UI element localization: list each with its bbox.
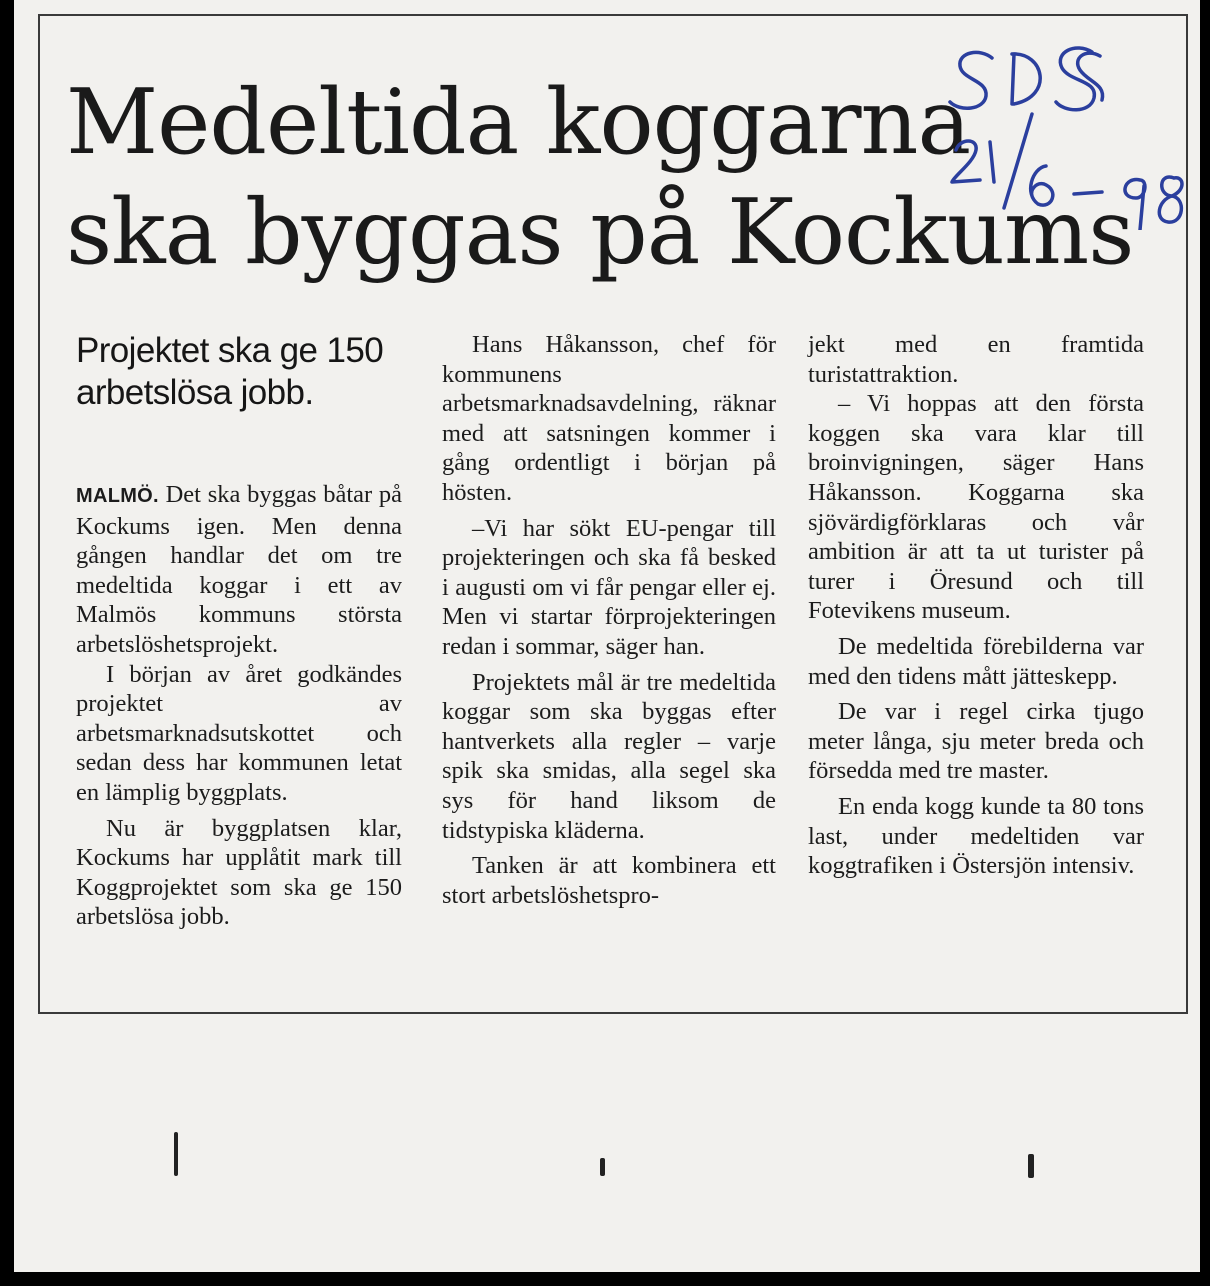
paragraph-12: En enda kogg kunde ta 80 tons last, under medeltiden var koggtrafiken i Östersjön intensiv. (808, 792, 1144, 880)
handwritten-annotation (914, 30, 1194, 230)
newspaper-clipping (14, 0, 1200, 1272)
paragraph-6: Projektets mål är tre medeltida koggar som ska byggas efter hantverkets alla regler – varje spik ska smidas, alla segel ska sys för hand liksom de tidstypiska kläderna. (442, 668, 776, 844)
binding-mark-3 (1028, 1154, 1034, 1178)
paragraph-8: jekt med en framtida turistattraktion. (808, 331, 1144, 388)
handwritten-s-stroke-1 (950, 52, 992, 108)
headline-line-2: ska byggas på Kockums (66, 180, 1134, 285)
handwritten-d-stroke (1012, 54, 1040, 104)
binding-mark-1 (174, 1132, 178, 1176)
binding-mark-2 (600, 1158, 605, 1176)
lead-subheading: Projektet ska ge 150 arbetslösa jobb. (76, 331, 384, 412)
article-column-2 (442, 330, 776, 910)
handwritten-date-8 (1159, 177, 1182, 222)
paragraph-10: De medeltida förebilderna var med den tidens mått jätteskepp. (808, 632, 1144, 690)
handwritten-date-21 (952, 141, 994, 182)
handwritten-date-6 (1031, 166, 1053, 205)
handwritten-date-slash (1004, 114, 1032, 208)
paragraph-7: Tanken är att kombinera ett stort arbetslöshetspro- (442, 852, 776, 909)
paragraph-3: Nu är byggplatsen klar, Kockums har upplåtit mark till Koggprojektet som ska ge 150 arbetslösa jobb. (76, 814, 402, 931)
handwritten-s-stroke-3 (1078, 53, 1103, 100)
headline-line-1: Medeltida koggarna (66, 70, 971, 175)
article-column-3 (808, 330, 1144, 881)
handwritten-date-dash (1074, 192, 1102, 194)
dateline: MALMÖ. (76, 485, 159, 507)
article-column-1 (76, 330, 402, 932)
paragraph-9: – Vi hoppas att den första koggen ska vara klar till broinvigningen, säger Hans Håkansson. Koggarna ska sjövärdigförklaras och vår ambition är att ta ut turister på turer i Öresund och till Fotevikens museum. (808, 390, 1144, 625)
paragraph-1 (76, 480, 402, 660)
handwritten-date-9 (1125, 180, 1145, 230)
paragraph-11: De var i regel cirka tjugo meter långa, sju meter breda och försedda med tre master. (808, 698, 1144, 785)
paragraph-5: –Vi har sökt EU-pengar till projekteringen och ska få besked i augusti om vi får pengar eller ej. Men vi startar förprojekteringen redan i sommar, säger han. (442, 514, 776, 660)
paragraph-4: Hans Håkansson, chef för kommunens arbetsmarknadsavdelning, räknar med att satsningen kommer i gång ordentligt i början på hösten. (442, 331, 776, 506)
paragraph-2: I början av året godkändes projektet av arbetsmarknadsutskottet och sedan dess har kommunen letat en lämplig byggplats. (76, 660, 402, 806)
paragraph-1-text: Det ska byggas båtar på Kockums igen. Men denna gången handlar det om tre medeltida koggar i ett av Malmös kommuns största arbetslöshetsprojekt. (76, 481, 402, 658)
